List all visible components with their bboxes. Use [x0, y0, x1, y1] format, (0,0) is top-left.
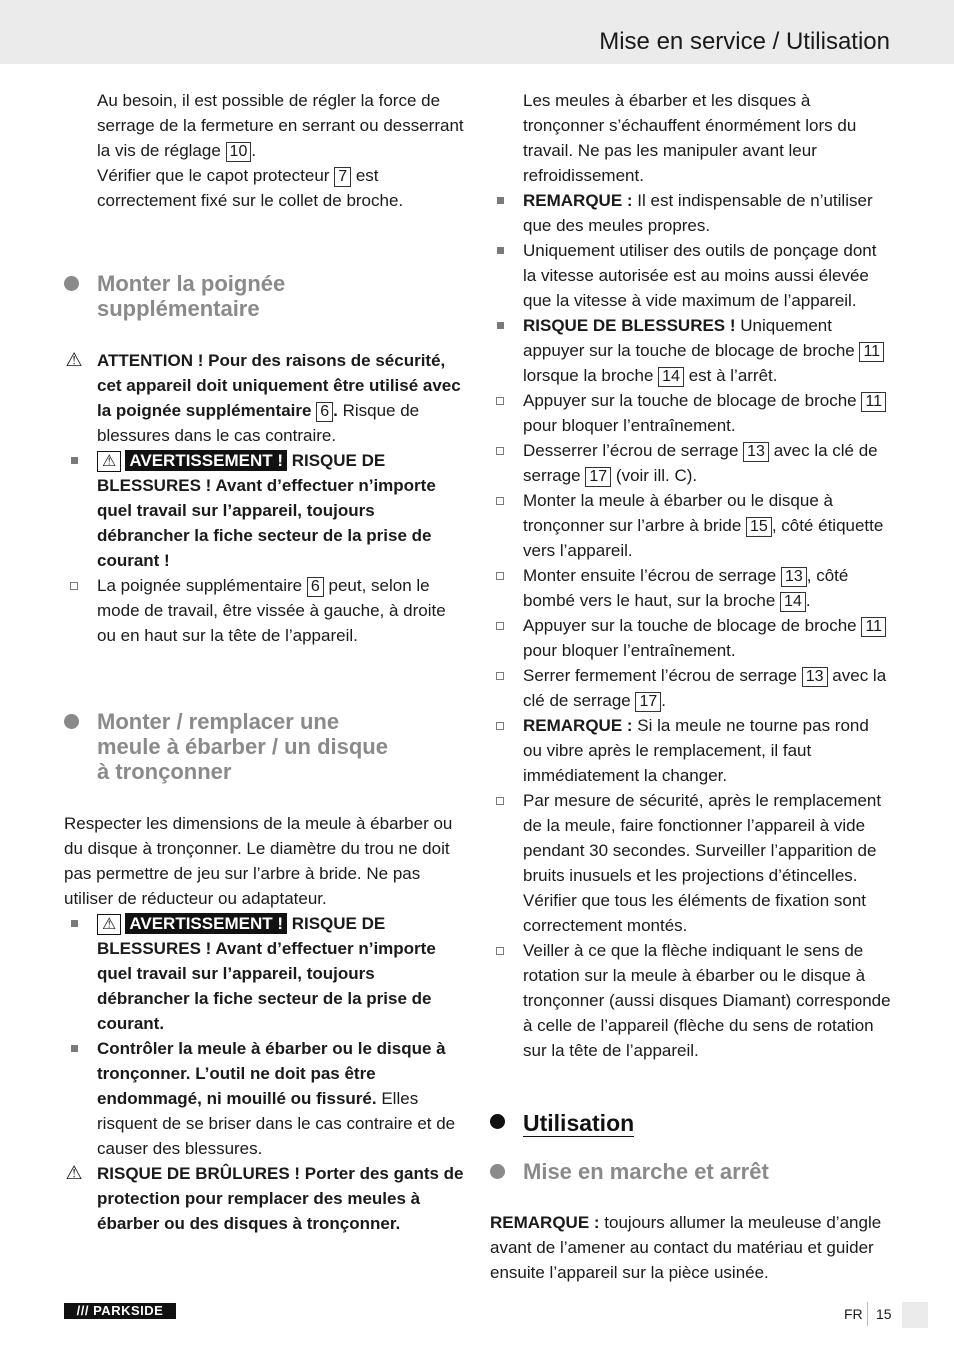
open-square-bullet-icon: [64, 573, 84, 598]
warning-triangle-icon: ⚠: [97, 914, 121, 935]
ref-box: 11: [859, 342, 884, 362]
page-header: [0, 0, 954, 64]
list-item: Par mesure de sécurité, après le remplacement de la meule, faire fonctionner l’appareil à vide pendant 30 secondes. Surveiller l’apparition de bruits inusuels et les projections d’étincelles. Vérifier que tous les éléments de fixation sont correctement montés.: [490, 788, 892, 938]
text: Vérifier que le capot protecteur: [97, 166, 330, 185]
ref-box: 13: [781, 567, 807, 587]
bullet-dot-icon: [490, 1114, 505, 1129]
open-square-bullet-icon: [490, 713, 510, 738]
list-item: Desserrer l’écrou de serrage 13 avec la clé de serrage 17 (voir ill. C).: [490, 438, 892, 488]
square-bullet-icon: [64, 1036, 84, 1061]
square-bullet-icon: [490, 238, 510, 263]
ref-box: 6: [307, 577, 324, 597]
ref-box: 11: [861, 392, 886, 412]
warning-triangle-icon: ⚠: [65, 1163, 83, 1184]
brand-logo: /// PARKSIDE: [64, 1303, 176, 1319]
list-item: Serrer fermement l’écrou de serrage 13 avec la clé de serrage 17 .: [490, 663, 892, 713]
paragraph-intro: Au besoin, il est possible de régler la force de serrage de la fermeture en serrant ou desserrant la vis de réglage 10 . Vérifier que le capot protecteur 7 est correctement fixé sur le collet de broche.: [97, 91, 464, 210]
paragraph-remarque: REMARQUE : toujours allumer la meuleuse d’angle avant de l’amener au contact du matériau et guider ensuite l’appareil sur la pièce usinée.: [490, 1213, 882, 1282]
bullet-dot-icon: [64, 714, 79, 729]
page-footer: [0, 1300, 954, 1330]
list-item: La poignée supplémentaire 6 peut, selon le mode de travail, être vissée à gauche, à droite ou en haut sur la tête de l’appareil.: [64, 573, 464, 648]
open-square-bullet-icon: [490, 938, 510, 963]
open-square-bullet-icon: [490, 488, 510, 513]
ref-box: 14: [658, 367, 684, 387]
open-square-bullet-icon: [490, 563, 510, 588]
warning-label: AVERTISSEMENT !: [125, 450, 287, 471]
paragraph-hot: Les meules à ébarber et les disques à tronçonner s’échauffent énormément lors du travail. Ne pas les manipuler avant leur refroidissement.: [523, 91, 857, 185]
list-item: REMARQUE : Il est indispensable de n’utiliser que des meules propres.: [490, 188, 892, 238]
section-heading-meule: Monter / remplacer une meule à ébarber / un disque à tronçonner: [64, 709, 464, 784]
ref-box: 13: [802, 667, 828, 687]
open-square-bullet-icon: [490, 613, 510, 638]
square-bullet-icon: [64, 911, 84, 936]
section-heading-utilisation: Utilisation: [490, 1109, 892, 1137]
text: Au besoin, il est possible de régler la force de serrage de la fermeture en serrant ou desserrant la vis de réglage: [97, 91, 464, 160]
list-item: Appuyer sur la touche de blocage de broche 11 pour bloquer l’entraînement.: [490, 613, 892, 663]
ref-box: 17: [585, 467, 611, 487]
footer-tab: [902, 1302, 928, 1328]
warning-block-1: ⚠ AVERTISSEMENT ! RISQUE DE BLESSURES ! Avant d’effectuer n’importe quel travail sur l’appareil, toujours débrancher la fiche secteur de la prise de courant !: [64, 448, 464, 573]
warning-label: AVERTISSEMENT !: [125, 913, 287, 934]
list-item: Uniquement utiliser des outils de ponçage dont la vitesse autorisée est au moins aussi élevée que la vitesse à vide maximum de l’appareil.: [490, 238, 892, 313]
list-item: REMARQUE : Si la meule ne tourne pas rond ou vibre après le remplacement, il faut immédiatement la changer.: [490, 713, 892, 788]
section-heading-poignee: Monter la poignée supplémentaire: [64, 271, 464, 321]
list-item: Contrôler la meule à ébarber ou le disque à tronçonner. L’outil ne doit pas être endommagé, ni mouillé ou fissuré. Elles risquent de se briser dans le cas contraire et de causer des blessures.: [64, 1036, 464, 1161]
list-item: Monter la meule à ébarber ou le disque à tronçonner sur l’arbre à bride 15 , côté étiquette vers l’appareil.: [490, 488, 892, 563]
open-square-bullet-icon: [490, 438, 510, 463]
bullet-dot-icon: [490, 1164, 505, 1179]
burn-warning: ⚠ RISQUE DE BRÛLURES ! Porter des gants de protection pour remplacer des meules à ébarber ou des disques à tronçonner.: [65, 1163, 464, 1233]
ref-box: 14: [780, 592, 806, 612]
text: est correctement fixé sur le collet de broche.: [97, 166, 404, 210]
list-item: Veiller à ce que la flèche indiquant le sens de rotation sur la meule à ébarber ou le disque à tronçonner (aussi disques Diamant) corresponde à celle de l’appareil (flèche du sens de rotation sur la tête de l’appareil.: [490, 938, 892, 1063]
section-heading-marche: Mise en marche et arrêt: [490, 1159, 892, 1184]
square-bullet-icon: [490, 313, 510, 338]
ref-box: 17: [635, 692, 661, 712]
language-code: FR: [844, 1306, 863, 1322]
open-square-bullet-icon: [490, 663, 510, 688]
warning-triangle-icon: ⚠: [97, 451, 121, 472]
footer-divider: [867, 1302, 868, 1326]
ref-box: 6: [316, 402, 333, 422]
paragraph-dimensions: Respecter les dimensions de la meule à ébarber ou du disque à tronçonner. Le diamètre du trou ne doit pas permettre de jeu sur l’arbre à bride. Ne pas utiliser de réducteur ou adaptateur.: [64, 814, 453, 908]
bullet-dot-icon: [64, 276, 79, 291]
ref-box: 11: [861, 617, 886, 637]
left-column: [64, 88, 464, 1236]
open-square-bullet-icon: [490, 788, 510, 813]
warning-triangle-icon: ⚠: [65, 350, 83, 371]
ref-box: 15: [746, 517, 772, 537]
square-bullet-icon: [64, 448, 84, 473]
page-number: 15: [876, 1306, 892, 1322]
warning-block-2: ⚠ AVERTISSEMENT ! RISQUE DE BLESSURES ! Avant d’effectuer n’importe quel travail sur l’appareil, toujours débrancher la fiche secteur de la prise de courant.: [64, 911, 464, 1036]
list-item: Monter ensuite l’écrou de serrage 13 , côté bombé vers le haut, sur la broche 14 .: [490, 563, 892, 613]
right-column: [490, 88, 892, 1285]
list-item: RISQUE DE BLESSURES ! Uniquement appuyer sur la touche de blocage de broche 11 lorsque la broche 14 est à l’arrêt.: [490, 313, 892, 388]
list-item: Appuyer sur la touche de blocage de broche 11 pour bloquer l’entraînement.: [490, 388, 892, 438]
square-bullet-icon: [490, 188, 510, 213]
ref-box: 13: [743, 442, 769, 462]
ref-box: 10: [226, 142, 252, 162]
ref-box: 7: [334, 167, 351, 187]
page-title: Mise en service / Utilisation: [599, 28, 890, 55]
attention-block: ⚠ ATTENTION ! Pour des raisons de sécurité, cet appareil doit uniquement être utilisé avec la poignée supplémentaire 6 . Risque de blessures dans le cas contraire.: [65, 350, 461, 445]
open-square-bullet-icon: [490, 388, 510, 413]
